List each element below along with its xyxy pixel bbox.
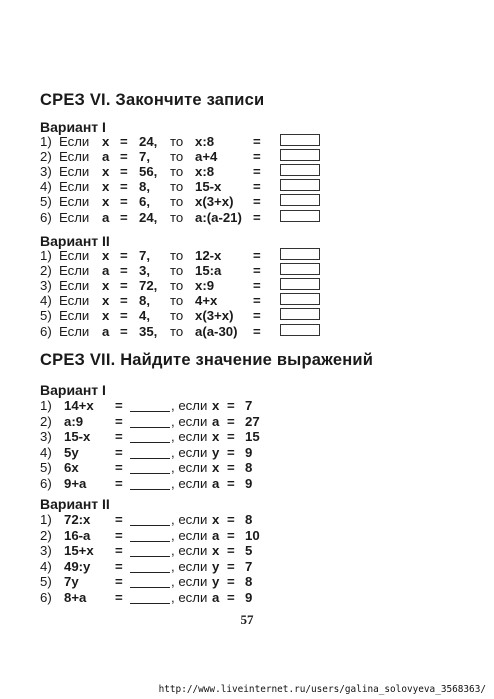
expression: 8+a [64, 590, 87, 605]
if-word: Если [59, 323, 90, 339]
result-equals: = [253, 179, 261, 195]
variable: x [102, 293, 110, 309]
answer-box[interactable] [280, 149, 320, 161]
equals-sign: = [227, 527, 235, 543]
equals-sign: = [120, 263, 128, 279]
variable: x [102, 194, 110, 210]
if-word: Если [59, 263, 90, 279]
variable: a [102, 209, 110, 225]
row-number: 5) [40, 194, 52, 210]
answer-blank[interactable] [130, 528, 170, 542]
answer-box[interactable] [280, 210, 320, 222]
if-word: Если [59, 179, 90, 195]
equals-sign: = [115, 429, 123, 445]
then-word: то [170, 323, 184, 339]
if-clause: , если [171, 590, 208, 605]
if-clause: , если [171, 429, 208, 445]
equals-sign: = [227, 558, 235, 574]
given-value: 3, [139, 263, 150, 279]
given-value: 7 [245, 558, 253, 574]
equals-sign: = [227, 476, 235, 491]
row-number: 4) [40, 179, 52, 195]
row-number: 5) [40, 308, 52, 324]
row-number: 6) [40, 476, 52, 491]
then-word: то [170, 149, 184, 165]
answer-blank[interactable] [130, 460, 170, 474]
row-number: 2) [40, 527, 52, 543]
equals-sign: = [120, 209, 128, 225]
variable: a [212, 527, 220, 543]
expression: 14+x [64, 398, 94, 413]
expression: 15+x [64, 543, 94, 559]
answer-blank[interactable] [130, 543, 170, 557]
expression: x(3+x) [195, 308, 234, 324]
given-value: 35, [139, 323, 158, 339]
given-value: 24, [139, 134, 158, 149]
expression: a:(a-21) [195, 209, 242, 225]
given-value: 8 [245, 574, 253, 590]
answer-box[interactable] [280, 134, 320, 146]
expression: x(3+x) [195, 194, 234, 210]
equals-sign: = [115, 444, 123, 460]
expression: 49:y [64, 558, 91, 574]
variable: x [102, 248, 110, 263]
section-6-variant-1-title: Вариант I [40, 119, 106, 135]
row-number: 1) [40, 134, 52, 149]
variable: x [102, 278, 110, 294]
if-word: Если [59, 308, 90, 324]
section-7-variant-1-title: Вариант I [40, 382, 106, 398]
variable: a [102, 263, 110, 279]
given-value: 7 [245, 398, 253, 413]
result-equals: = [253, 164, 261, 180]
expression: 5y [64, 444, 79, 460]
equals-sign: = [227, 574, 235, 590]
row-number: 3) [40, 429, 52, 445]
row-number: 1) [40, 512, 52, 527]
given-value: 56, [139, 164, 158, 180]
section-7-variant-2-title: Вариант II [40, 496, 110, 512]
variable: x [212, 460, 220, 476]
if-clause: , если [171, 558, 208, 574]
answer-blank[interactable] [130, 590, 170, 604]
equals-sign: = [227, 512, 235, 527]
row-number: 6) [40, 590, 52, 605]
expression: 15-x [195, 179, 222, 195]
answer-blank[interactable] [130, 429, 170, 443]
row-number: 6) [40, 323, 52, 339]
equals-sign: = [120, 323, 128, 339]
then-word: то [170, 308, 184, 324]
variable: y [212, 444, 220, 460]
result-equals: = [253, 323, 261, 339]
then-word: то [170, 278, 184, 294]
if-clause: , если [171, 527, 208, 543]
if-word: Если [59, 293, 90, 309]
equals-sign: = [115, 543, 123, 559]
variable: x [102, 308, 110, 324]
expression: 15-x [64, 429, 91, 445]
equals-sign: = [115, 398, 123, 413]
given-value: 10 [245, 527, 260, 543]
answer-box[interactable] [280, 164, 320, 176]
equals-sign: = [120, 278, 128, 294]
row-number: 2) [40, 263, 52, 279]
result-equals: = [253, 209, 261, 225]
equals-sign: = [115, 512, 123, 527]
given-value: 8 [245, 512, 253, 527]
equals-sign: = [115, 476, 123, 491]
if-clause: , если [171, 543, 208, 559]
given-value: 8, [139, 293, 150, 309]
variable: x [102, 164, 110, 180]
row-number: 4) [40, 558, 52, 574]
row-number: 5) [40, 460, 52, 476]
if-word: Если [59, 248, 90, 263]
watermark-url: http://www.liveinternet.ru/users/galina_solovyeva_3568363/ [158, 684, 486, 695]
given-value: 7, [139, 248, 150, 263]
variable: x [212, 543, 220, 559]
equals-sign: = [120, 164, 128, 180]
given-value: 15 [245, 429, 260, 445]
variable: a [212, 476, 220, 491]
row-number: 4) [40, 444, 52, 460]
variable: a [102, 149, 110, 165]
given-value: 8, [139, 179, 150, 195]
then-word: то [170, 293, 184, 309]
then-word: то [170, 263, 184, 279]
expression: a(a-30) [195, 323, 238, 339]
expression: a:9 [64, 413, 84, 429]
answer-blank[interactable] [130, 574, 170, 588]
answer-blank[interactable] [130, 398, 170, 412]
given-value: 27 [245, 413, 260, 429]
equals-sign: = [115, 574, 123, 590]
equals-sign: = [115, 527, 123, 543]
variable: y [212, 558, 220, 574]
then-word: то [170, 179, 184, 195]
then-word: то [170, 134, 184, 149]
equals-sign: = [120, 149, 128, 165]
row-number: 3) [40, 278, 52, 294]
expression: 9+a [64, 476, 87, 491]
expression: 4+x [195, 293, 218, 309]
expression: 15:a [195, 263, 222, 279]
expression: x:8 [195, 164, 215, 180]
if-word: Если [59, 164, 90, 180]
if-word: Если [59, 134, 90, 149]
answer-box[interactable] [280, 278, 320, 290]
equals-sign: = [115, 413, 123, 429]
if-word: Если [59, 149, 90, 165]
equals-sign: = [120, 179, 128, 195]
answer-box[interactable] [280, 324, 320, 336]
row-number: 3) [40, 164, 52, 180]
given-value: 4, [139, 308, 150, 324]
given-value: 6, [139, 194, 150, 210]
expression: 6x [64, 460, 79, 476]
then-word: то [170, 164, 184, 180]
section-6-title: СРЕЗ VI. Закончите записи [40, 91, 265, 109]
equals-sign: = [120, 194, 128, 210]
row-number: 5) [40, 574, 52, 590]
given-value: 9 [245, 476, 253, 491]
equals-sign: = [227, 444, 235, 460]
variable: a [212, 413, 220, 429]
expression: 12-x [195, 248, 222, 263]
variable: x [102, 179, 110, 195]
equals-sign: = [227, 413, 235, 429]
row-number: 2) [40, 413, 52, 429]
result-equals: = [253, 248, 261, 263]
answer-box[interactable] [280, 263, 320, 275]
row-number: 3) [40, 543, 52, 559]
if-clause: , если [171, 512, 208, 527]
if-clause: , если [171, 413, 208, 429]
equals-sign: = [115, 558, 123, 574]
result-equals: = [253, 308, 261, 324]
row-number: 2) [40, 149, 52, 165]
given-value: 7, [139, 149, 150, 165]
equals-sign: = [227, 460, 235, 476]
given-value: 9 [245, 590, 253, 605]
equals-sign: = [115, 460, 123, 476]
answer-blank[interactable] [130, 414, 170, 428]
given-value: 8 [245, 460, 253, 476]
expression: 16-a [64, 527, 91, 543]
variable: x [212, 512, 220, 527]
result-equals: = [253, 134, 261, 149]
equals-sign: = [115, 590, 123, 605]
row-number: 1) [40, 248, 52, 263]
equals-sign: = [227, 590, 235, 605]
answer-box[interactable] [280, 179, 320, 191]
page-number: 57 [240, 612, 254, 627]
answer-blank[interactable] [130, 445, 170, 459]
then-word: то [170, 248, 184, 263]
if-word: Если [59, 209, 90, 225]
expression: a+4 [195, 149, 218, 165]
if-clause: , если [171, 444, 208, 460]
variable: x [102, 134, 110, 149]
result-equals: = [253, 263, 261, 279]
equals-sign: = [120, 134, 128, 149]
equals-sign: = [227, 398, 235, 413]
equals-sign: = [227, 429, 235, 445]
equals-sign: = [120, 248, 128, 263]
section-7-title: СРЕЗ VII. Найдите значение выражений [40, 351, 374, 369]
then-word: то [170, 194, 184, 210]
if-clause: , если [171, 460, 208, 476]
equals-sign: = [227, 543, 235, 559]
variable: y [212, 574, 220, 590]
if-clause: , если [171, 476, 208, 491]
given-value: 24, [139, 209, 158, 225]
answer-box[interactable] [280, 293, 320, 305]
if-clause: , если [171, 574, 208, 590]
variable: a [212, 590, 220, 605]
row-number: 6) [40, 209, 52, 225]
answer-box[interactable] [280, 308, 320, 320]
result-equals: = [253, 149, 261, 165]
result-equals: = [253, 278, 261, 294]
if-clause: , если [171, 398, 208, 413]
variable: x [212, 398, 220, 413]
answer-box[interactable] [280, 194, 320, 206]
then-word: то [170, 209, 184, 225]
row-number: 4) [40, 293, 52, 309]
given-value: 5 [245, 543, 253, 559]
equals-sign: = [120, 293, 128, 309]
if-word: Если [59, 278, 90, 294]
answer-box[interactable] [280, 248, 320, 260]
section-6-variant-2-title: Вариант II [40, 233, 110, 249]
variable: x [212, 429, 220, 445]
variable: a [102, 323, 110, 339]
given-value: 9 [245, 444, 253, 460]
row-number: 1) [40, 398, 52, 413]
result-equals: = [253, 293, 261, 309]
answer-blank[interactable] [130, 559, 170, 573]
expression: 72:x [64, 512, 91, 527]
answer-blank[interactable] [130, 476, 170, 490]
equals-sign: = [120, 308, 128, 324]
expression: x:8 [195, 134, 215, 149]
if-word: Если [59, 194, 90, 210]
given-value: 72, [139, 278, 158, 294]
answer-blank[interactable] [130, 512, 170, 526]
result-equals: = [253, 194, 261, 210]
expression: x:9 [195, 278, 215, 294]
expression: 7y [64, 574, 79, 590]
